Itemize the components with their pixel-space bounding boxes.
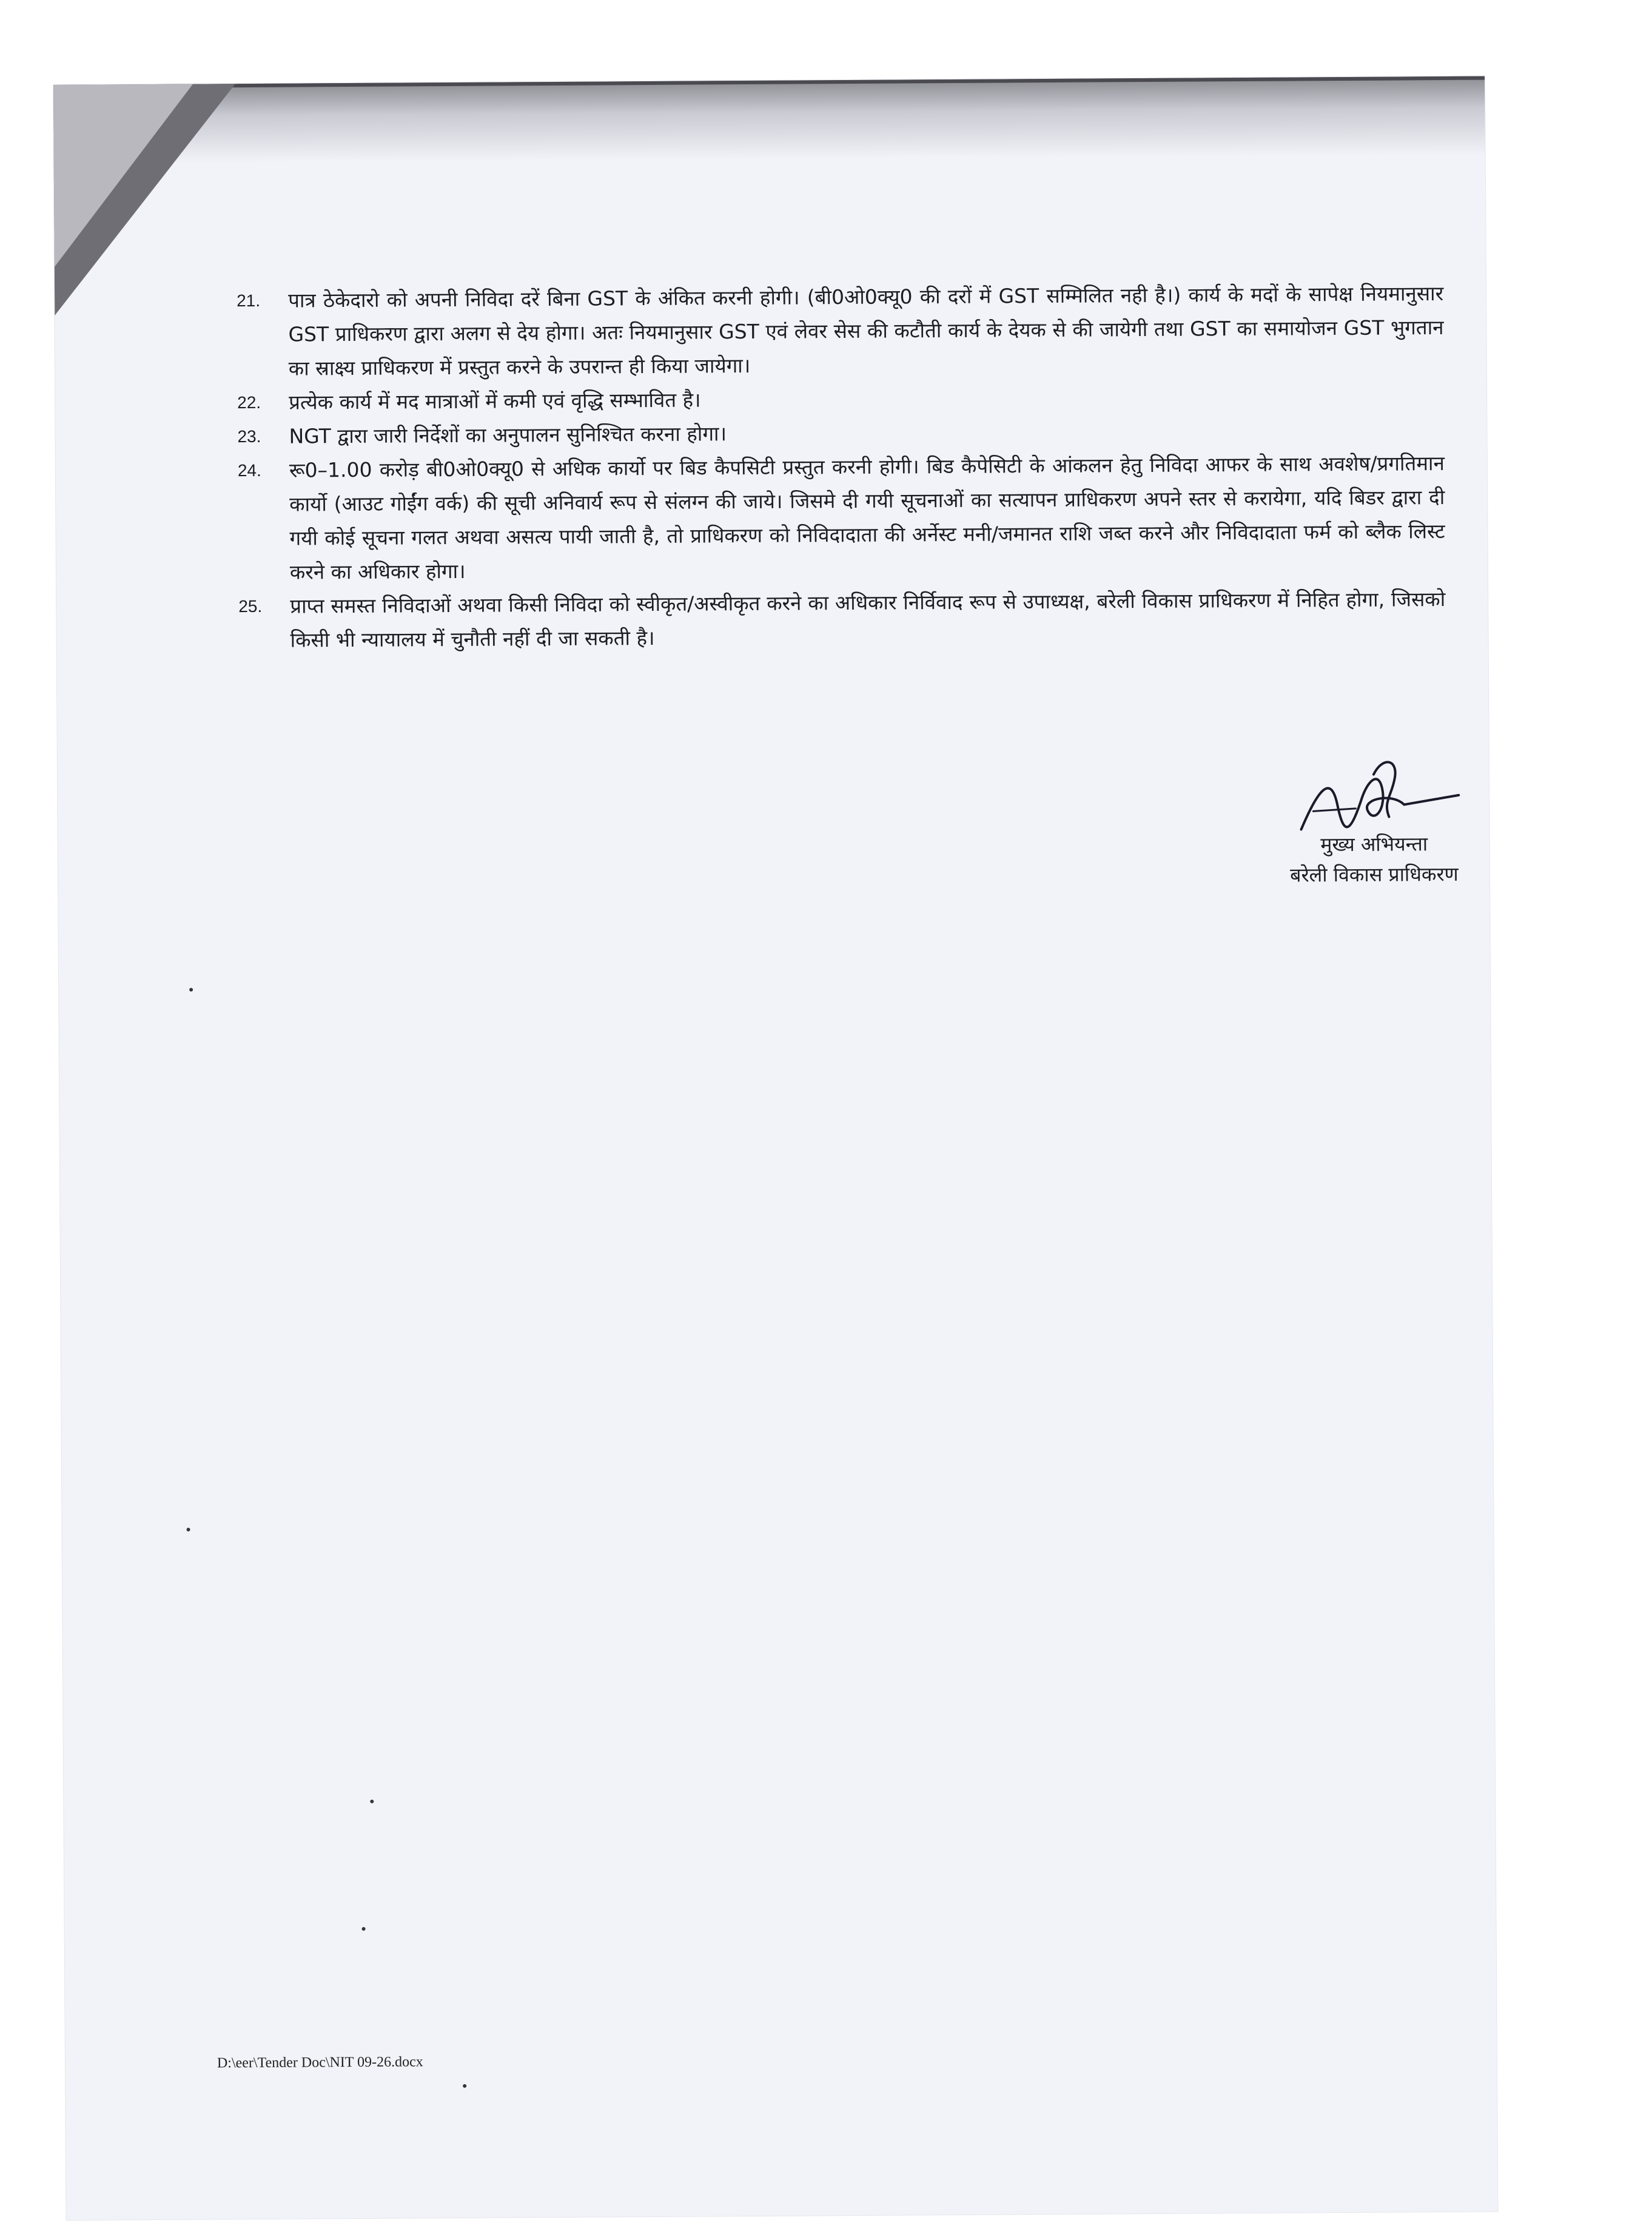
signatory-organization: बरेली विकास प्राधिकरण: [1290, 862, 1459, 887]
scan-speck: [370, 1800, 374, 1803]
scanned-page: [53, 76, 1497, 2220]
clause-text: प्रत्येक कार्य में मद मात्राओं में कमी एवं वृद्धि सम्भावित है।: [289, 388, 701, 414]
clause-25: [238, 582, 1446, 658]
clause-number: 24.: [237, 460, 261, 480]
scan-speck: [187, 1528, 190, 1532]
clause-number: 23.: [237, 426, 261, 446]
clause-number: 25.: [238, 596, 263, 616]
scan-speck: [463, 2084, 466, 2088]
scan-speck: [362, 1927, 366, 1931]
document-file-path: D:\eer\Tender Doc\NIT 09-26.docx: [217, 2054, 423, 2071]
clause-number: 21.: [237, 291, 261, 311]
clause-text: पात्र ठेकेदारो को अपनी निविदा दरें बिना GST के अंकित करनी होगी। (बी0ओ0क्यू0 की दरों में GST सम्मिलित नही है।) कार्य के मदों के सापेक्ष नियमानुसार GST प्राधिकरण द्वारा अलग से देय होगा। अतः नियमानुसार GST एवं लेवर सेस की कटौती कार्य के देयक से की जायेगी तथा GST का समायोजन GST भुगतान का स्राक्ष्य प्राधिकरण में प्रस्तुत करने के उपरान्त ही किया जायेगा।: [288, 281, 1444, 380]
signature-block: [1264, 750, 1483, 890]
clause-text: रू0–1.00 करोड़ बी0ओ0क्यू0 से अधिक कार्यो पर बिड कैपसिटी प्रस्तुत करनी होगी। बिड कैपेसिटी के आंकलन हेतु निविदा आफर के साथ अवशेष/प्रगतिमान कार्यो (आउट गोईंग वर्क) की सूची अनिवार्य रूप से संलग्न की जाये। जिसमे दी गयी सूचनाओं का सत्यापन प्राधिकरण अपने स्तर से करायेगा, यदि बिडर द्वारा दी गयी कोई सूचना गलत अथवा असत्य पायी जाती है, तो प्राधिकरण को निविदादाता की अर्नेस्ट मनी/जमानत राशि जब्त करने और निविदादाता फर्म को ब्लैक लिस्ट करने का अधिकार होगा।: [289, 451, 1445, 584]
folded-corner-highlight: [53, 84, 194, 267]
scan-top-shadow: [53, 76, 1485, 164]
clause-24: [238, 446, 1445, 590]
clause-number: 22.: [237, 392, 261, 412]
signatory-title: मुख्य अभियन्ता: [1320, 832, 1428, 856]
clause-text: प्राप्त समस्त निविदाओं अथवा किसी निविदा को स्वीकृत/अस्वीकृत करने का अधिकार निर्विवाद रूप से उपाध्यक्ष, बरेली विकास प्राधिकरण में निहित होगा, जिसको किसी भी न्यायालय में चुनौती नहीं दी जा सकती है।: [290, 587, 1446, 652]
terms-list: [237, 277, 1446, 658]
clause-21: [237, 277, 1444, 386]
clause-text: NGT द्वारा जारी निर्देशों का अनुपालन सुनिश्चित करना होगा।: [289, 422, 727, 448]
scan-speck: [189, 988, 193, 992]
